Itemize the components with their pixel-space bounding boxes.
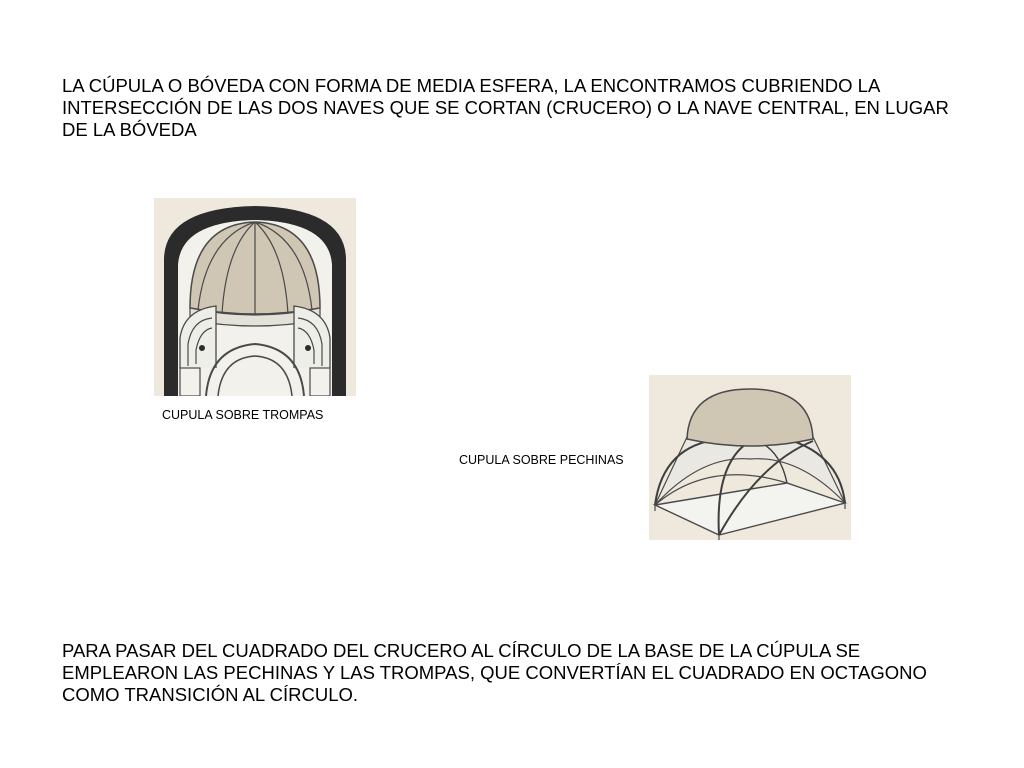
conclusion-paragraph: PARA PASAR DEL CUADRADO DEL CRUCERO AL CÍRCULO DE LA BASE DE LA CÚPULA SE EMPLEARON LAS PECHINAS Y LAS TROMPAS, QUE CONVERTÍAN EL CUADRADO EN OCTAGONO COMO TRANSICIÓN AL CÍRCULO. bbox=[62, 640, 927, 705]
caption-trompas: CUPULA SOBRE TROMPAS bbox=[162, 408, 324, 422]
dome-on-pendentives-drawing bbox=[649, 375, 851, 540]
caption-pechinas: CUPULA SOBRE PECHINAS bbox=[459, 453, 624, 467]
dome-on-squinches-drawing bbox=[154, 198, 356, 396]
intro-paragraph: LA CÚPULA O BÓVEDA CON FORMA DE MEDIA ESFERA, LA ENCONTRAMOS CUBRIENDO LA INTERSECCIÓN DE LAS DOS NAVES QUE SE CORTAN (CRUCERO) O LA NAVE CENTRAL, EN LUGAR DE LA BÓVEDA bbox=[62, 75, 949, 140]
dome-on-squinches-illustration bbox=[154, 198, 356, 396]
dome-on-pendentives-illustration bbox=[649, 375, 851, 540]
